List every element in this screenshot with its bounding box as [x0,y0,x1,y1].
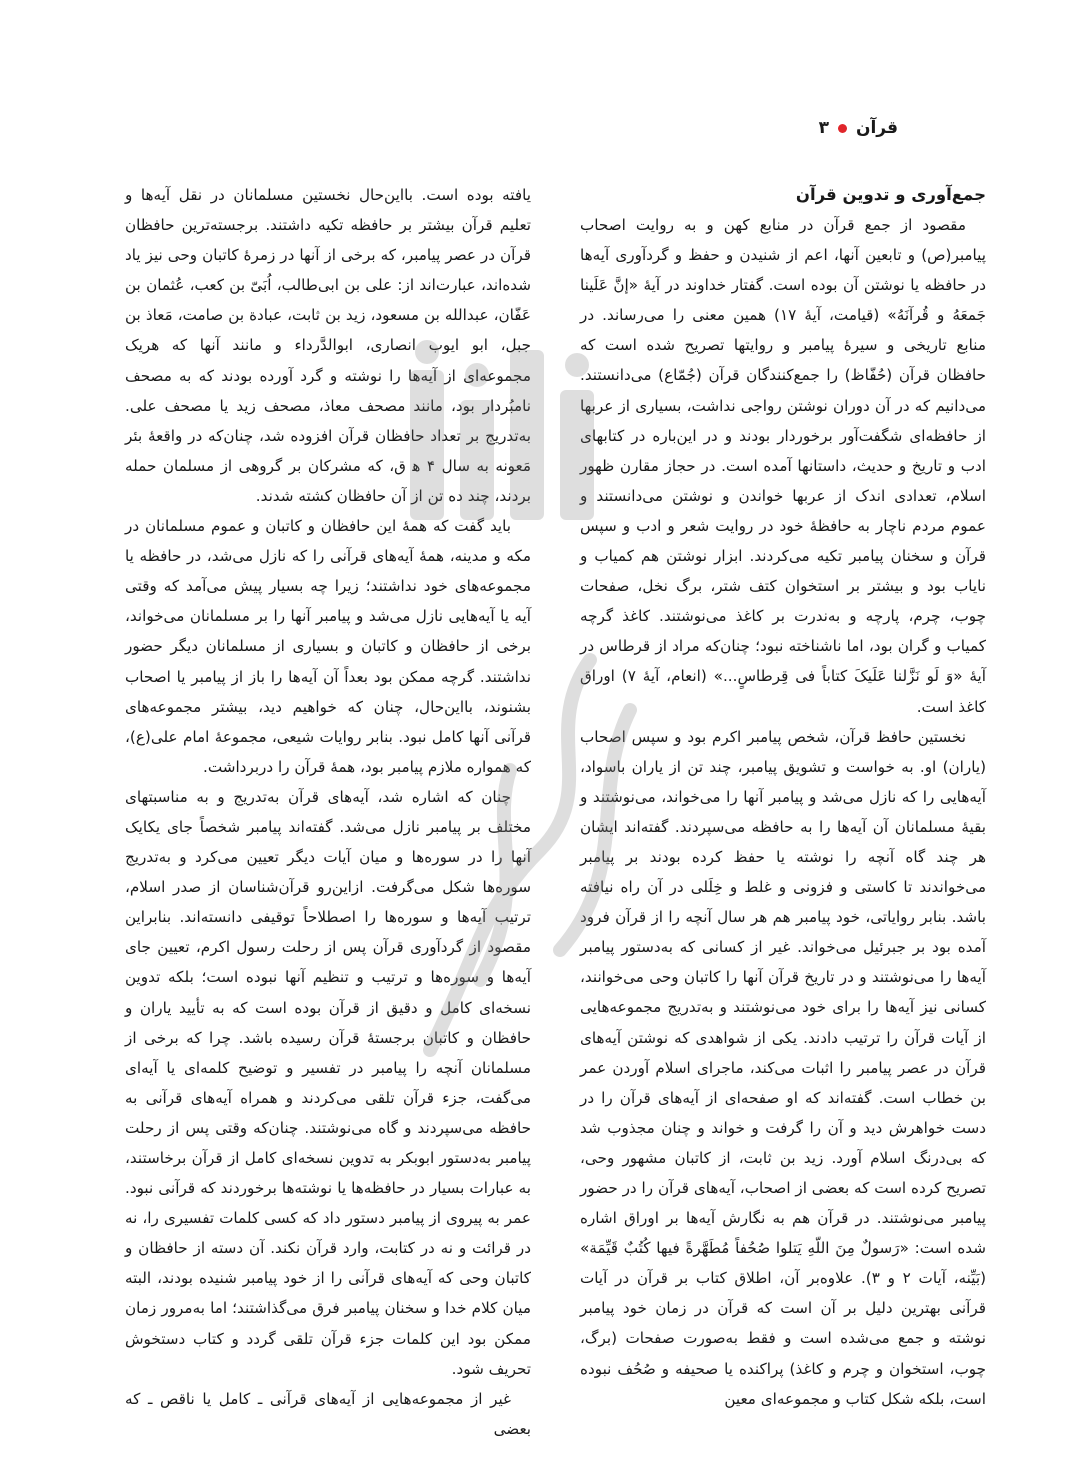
paragraph: غیر از مجموعه‌هایی از آیه‌های قرآنی ـ کامل یا ناقص ـ که بعضی [125,1389,531,1438]
paragraph: نخستین حافظ قرآن، شخص پیامبر اکرم بود و سپس اصحاب (یاران) او. به خواست و تشویق پیامبر، چند تن از یاران باسواد، آیه‌هایی را که نازل می‌شد و پیامبر آنها را می‌خواند، می‌نوشتند و بقیهٔ مسلمانان آن آیه‌ها را به حافظه می‌سپردند. گفته‌اند ایشان هر چند گاه آنچه را نوشته یا حفظ کرده بودند بر پیامبر می‌خواندند تا کاستی و فزونی و غلط و خِلَلی در آن راه نیافته باشد. بنابر روایاتی، خود پیامبر هم هر سال آنچه را از قرآن فرود آمده بود بر جبرئیل می‌خواند. غیر از کسانی که به‌دستور پیامبر آیه‌ها را می‌نوشتند و در تاریخ قرآن آنها را کاتبان وحی می‌خوانند، کسانی نیز آیه‌ها را برای خود می‌نوشتند و به‌تدریج مجموعه‌هایی از آیات قرآن را ترتیب دادند. یکی از شواهدی که نوشتن آیه‌های قرآن در عصر پیامبر را اثبات می‌کند، ماجرای اسلام آوردن عمر بن خطاب است. گفته‌اند که او صفحه‌ای از آیه‌های قرآن را در دست خواهرش دید و آن را گرفت و خواند و چنان مجذوب شد که بی‌درنگ اسلام آورد. زید بن ثابت، از کاتبان مشهور وحی، تصریح کرده است که بعضی از اصحاب، آیه‌های قرآن را در حضور پیامبر می‌نوشتند. در قرآن هم به نگارش آیه‌ها بر اوراق اشاره شده است: «رَسولٌ مِنَ اللّهِ یَتلوا صُحُفاً مُطَهَّرةً فیها کُتُبٌ قَیِّمَة» (بَیِّنه، آیات ۲ و ۳). علاوه‌بر آن، اطلاق کتاب بر قرآن در آیات قرآنی بهترین دلیل بر آن است که قرآن در زمان خود پیامبر نوشته و جمع می‌شده است و فقط به‌صورت صفحات (برگ، چوب، استخوان و چرم و کاغذ) پراکنده یا صحیفه و صُحُف نبوده است، بلکه شکل کتاب و مجموعه‌ای معین [580,727,987,1408]
running-header [819,118,898,138]
left-column [125,180,531,1444]
paragraph: چنان که اشاره شد، آیه‌های قرآن به‌تدریج و به مناسبتهای مختلف بر پیامبر نازل می‌شد. گفته‌اند پیامبر شخصاً جای یکایک آنها را در سوره‌ها و میان آیات دیگر تعیین می‌کرد و به‌تدریج سوره‌ها شکل می‌گرفت. ازاین‌رو قرآن‌شناسان از صدر اسلام، ترتیب آیه‌ها و سوره‌ها را اصطلاحاً توقیفی دانسته‌اند. بنابراین مقصود از گردآوری قرآن پس از رحلت رسول اکرم، تعیین جای آیه‌ها و سوره‌ها و ترتیب و تنظیم آنها نبوده است؛ بلکه تدوین نسخه‌ای کامل و دقیق از قرآن بوده است که به تأیید یاران و حافظان و کاتبان برجستهٔ قرآن رسیده باشد. چرا که برخی از مسلمانان آنچه را پیامبر در تفسیر و توضیح کلمه‌ای یا آیه‌ای می‌گفت، جزء قرآن تلقی می‌کردند و همراه آیه‌های قرآنی به حافظه می‌سپردند و گاه می‌نوشتند. چنان‌که وقتی پس از رحلت پیامبر به‌دستور ابوبکر به تدوین نسخه‌ای کامل از قرآن برخاستند، به عبارات بسیار در حافظه‌ها یا نوشته‌ها برخوردند که قرآنی نبود. عمر به پیروی از پیامبر دستور داد که کسی کلمات تفسیری را، نه در قرائت و نه در کتابت، وارد قرآن نکند. آن دسته از حافظان و کاتبان وحی که آیه‌های قرآنی را از خود پیامبر شنیده بودند، البته میان کلام خدا و سخنان پیامبر فرق می‌گذاشتند؛ اما به‌مرور زمان ممکن بود این کلمات جزء قرآن تلقی گردد و کتاب دستخوش تحریف شود. [125,787,531,1378]
right-column [580,180,986,1414]
paragraph: یافته بوده است. بااین‌حال نخستین مسلمانان در نقل آیه‌ها و تعلیم قرآن بیشتر بر حافظه تکیه داشتند. برجسته‌ترین حافظان قرآن در عصر پیامبر، که برخی از آنها در زمرهٔ کاتبان وحی نیز یاد شده‌اند، عبارت‌اند از: علی بن ابی‌طالب، اُبَیّ بن کعب، عُثمان بن عَفّان، عبدالله بن مسعود، زید بن ثابت، عبادة بن صامت، مَعاذ بن جبل، ابو ایوب انصاری، ابوالدَّرداء و مانند آنها که هریک مجموعه‌ای از آیه‌ها را نوشته و گرد آورده بودند که به مصحف نامبُردار بود، مانند مصحف معاذ، مصحف زید یا مصحف علی. به‌تدریج بر تعداد حافظان قرآن افزوده شد، چنان‌که در واقعهٔ بئر مَعونه به سال ۴ ه‍ ق، که مشرکان بر گروهی از مسلمان حمله بردند، چند ده تن از آن حافظان کشته شدند. [125,186,531,505]
red-dot-icon [838,124,847,133]
section-heading: جمع‌آوری و تدوین قرآن [795,185,986,204]
book-title: قرآن [855,118,898,138]
paragraph: مقصود از جمع قرآن در منابع کهن و به روایت اصحاب پیامبر(ص) و تابعین آنها، اعم از شنیدن و حفظ و گردآوری آیه‌ها در حافظه یا نوشتن آن بوده است. گفتار خداوند در آیهٔ «إنَّ عَلَینا جَمعَهُ و قُرآنَهُ» (قیامت، آیهٔ ۱۷) همین معنی را می‌رساند. در منابع تاریخی و سیرهٔ پیامبر و روایتها تصریح شده است که حافظان قرآن (حُفّاظ) را جمع‌کنندگان قرآن (جُمّاع) می‌دانستند. می‌دانیم که در آن دوران نوشتن رواجی نداشت، بسیاری از عربها از حافظه‌ای شگفت‌آور برخوردار بودند و در این‌باره در کتابهای ادب و تاریخ و حدیث، داستانها آمده است. در حجاز مقارن ظهور اسلام، تعدادی اندک از عربها خواندن و نوشتن می‌دانستند و عموم مردم ناچار به حافظهٔ خود در روایت شعر و ادب و سپس قرآن و سخنان پیامبر تکیه می‌کردند. ابزار نوشتن هم کمیاب و نایاب بود و بیشتر بر استخوان کتف شتر، برگ نخل، صفحات چوب، چرم، پارچه و به‌ندرت بر کاغذ می‌نوشتند. کاغذ گرچه کمیاب و گران بود، اما ناشناخته نبود؛ چنان‌که مراد از قرطاس در آیهٔ «وَ لَو نَزَّلنا عَلَیکَ کتاباً فی قِرطاسٍ...» (انعام، آیهٔ ۷) اوراق کاغذ است. [580,216,986,716]
paragraph: باید گفت که همهٔ این حافظان و کاتبان و عموم مسلمانان در مکه و مدینه، همهٔ آیه‌های قرآنی را که نازل می‌شد، در حافظه یا مجموعه‌های خود نداشتند؛ زیرا چه بسیار پیش می‌آمد که وقتی آیه یا آیه‌هایی نازل می‌شد و پیامبر آنها را بر مسلمانان می‌خواند، برخی از حافظان و کاتبان و بسیاری از مسلمانان دیگر حضور نداشتند. گرچه ممکن بود بعداً آن آیه‌ها را باز از پیامبر یا اصحاب بشنوند، بااین‌حال، چنان که خواهیم دید، بیشتر مجموعه‌های قرآنی آنها کامل نبود. بنابر روایات شیعی، مجموعهٔ امام علی(ع)، که همواره ملازم پیامبر بود، همهٔ قرآن را دربرداشت. [125,517,531,776]
page-number: ۳ [818,118,829,138]
